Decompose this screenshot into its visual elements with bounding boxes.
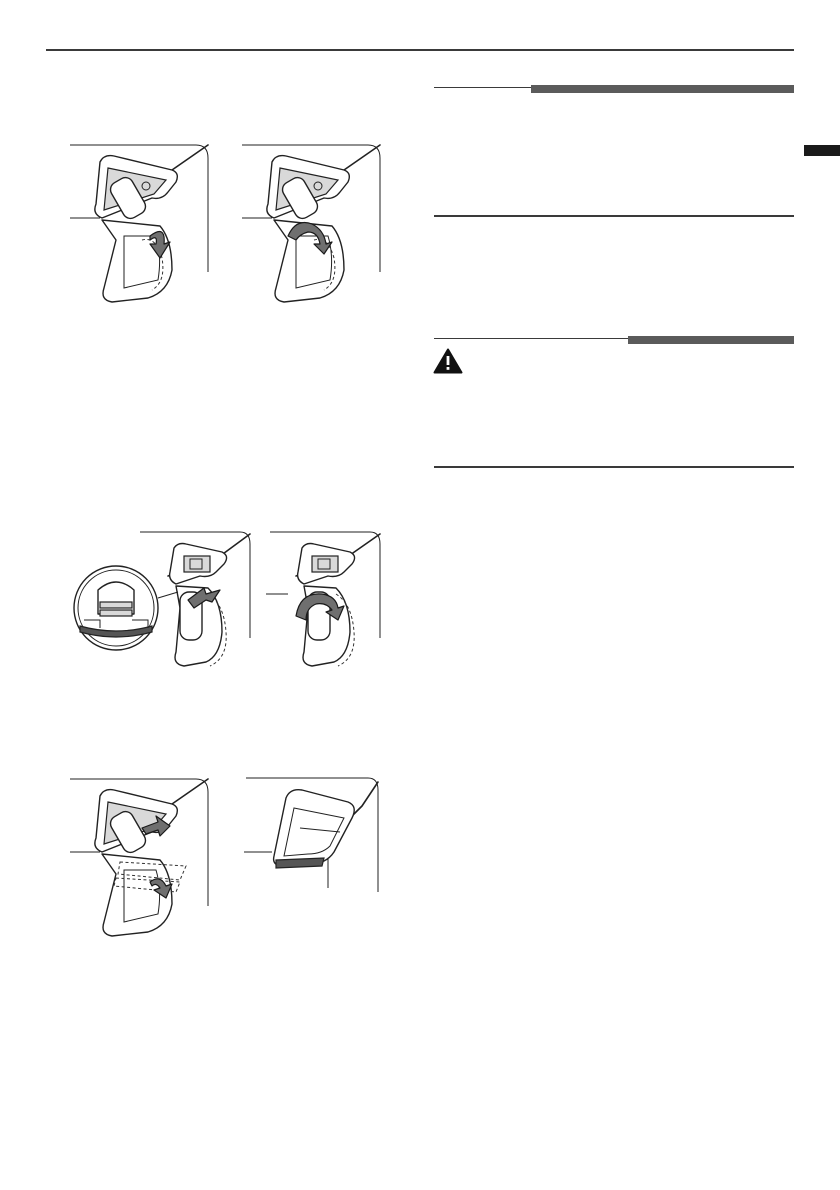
header-rule: [46, 49, 794, 51]
filter-cover-rotate-figure: [240, 140, 385, 305]
warning-triangle-icon: [433, 348, 463, 374]
section-header-2-bar: [628, 336, 794, 344]
filter-cover-closed-figure: [244, 776, 384, 896]
section-edge-tab: [804, 145, 840, 156]
filter-rotate-lock-figure: [266, 528, 384, 673]
filter-cover-close-figure: [68, 774, 213, 939]
filter-cover-open-figure: [68, 140, 213, 305]
section-header-1-bar: [531, 85, 794, 93]
filter-insert-detail-figure: [72, 528, 252, 673]
section-1-end-rule: [434, 215, 794, 217]
section-2-end-rule: [434, 466, 794, 468]
